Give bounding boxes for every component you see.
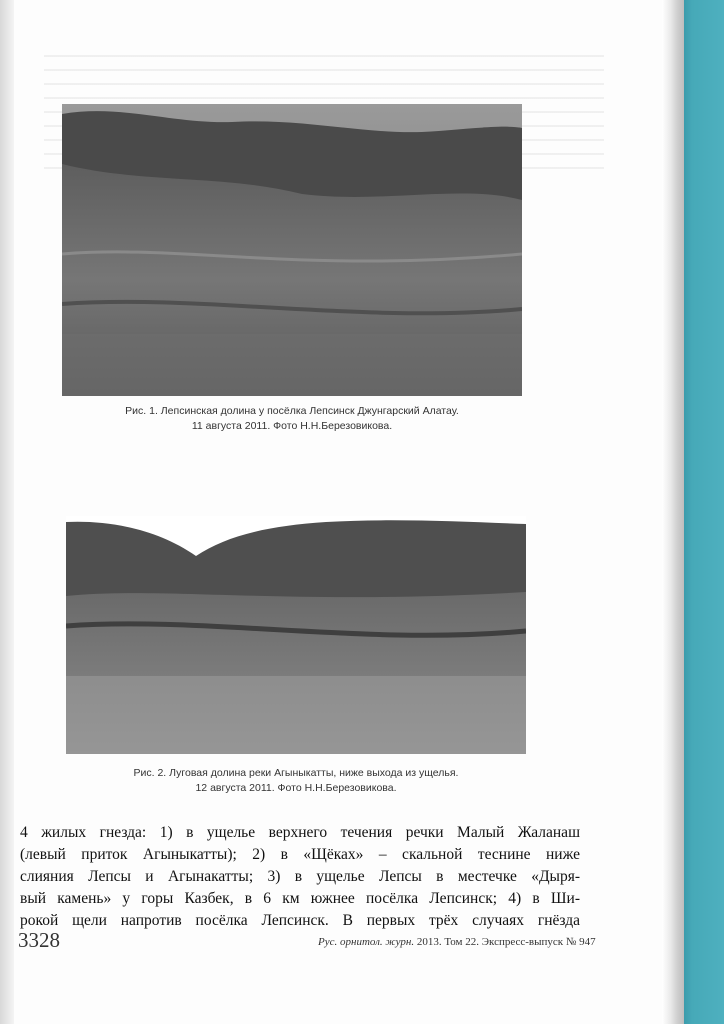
- journal-name: Рус. орнитол. журн.: [318, 936, 415, 948]
- journal-issue: 2013. Том 22. Экспресс-выпуск № 947: [414, 936, 596, 948]
- body-line: слияния Лепсы и Агынакатты; 3) в ущелье Лепсы в местечке «Дыря-: [20, 868, 580, 885]
- figure-2-caption-line-2: 12 августа 2011. Фото Н.Н.Березовикова.: [195, 782, 397, 794]
- scanner-background: [684, 0, 724, 1024]
- figure-1-caption: [62, 404, 522, 434]
- scan-edge: [0, 0, 14, 1024]
- body-line: вый камень» у горы Казбек, в 6 км южнее посёлка Лепсинск; 4) в Ши-: [20, 890, 580, 907]
- figure-2-caption: [66, 766, 526, 796]
- body-line: рокой щели напротив посёлка Лепсинск. В первых трёх случаях гнёзда: [20, 912, 580, 929]
- figure-2-photo: [66, 516, 526, 754]
- page-edge-shadow: [662, 0, 684, 1024]
- running-footer: [318, 936, 596, 948]
- figure-1-caption-line-2: 11 августа 2011. Фото Н.Н.Березовикова.: [191, 420, 393, 432]
- figure-1-caption-line-1: Рис. 1. Лепсинская долина у посёлка Лепсинск Джунгарский Алатау.: [125, 405, 459, 417]
- figure-2-caption-line-1: Рис. 2. Луговая долина реки Агыныкатты, ниже выхода из ущелья.: [133, 767, 459, 779]
- figure-1-photo: [62, 104, 522, 396]
- body-line: 4 жилых гнезда: 1) в ущелье верхнего течения речки Малый Жаланаш: [20, 824, 580, 841]
- body-line: (левый приток Агыныкатты); 2) в «Щёках» – скальной теснине ниже: [20, 846, 580, 863]
- page-number: 3328: [18, 928, 60, 952]
- body-paragraph: [20, 822, 580, 932]
